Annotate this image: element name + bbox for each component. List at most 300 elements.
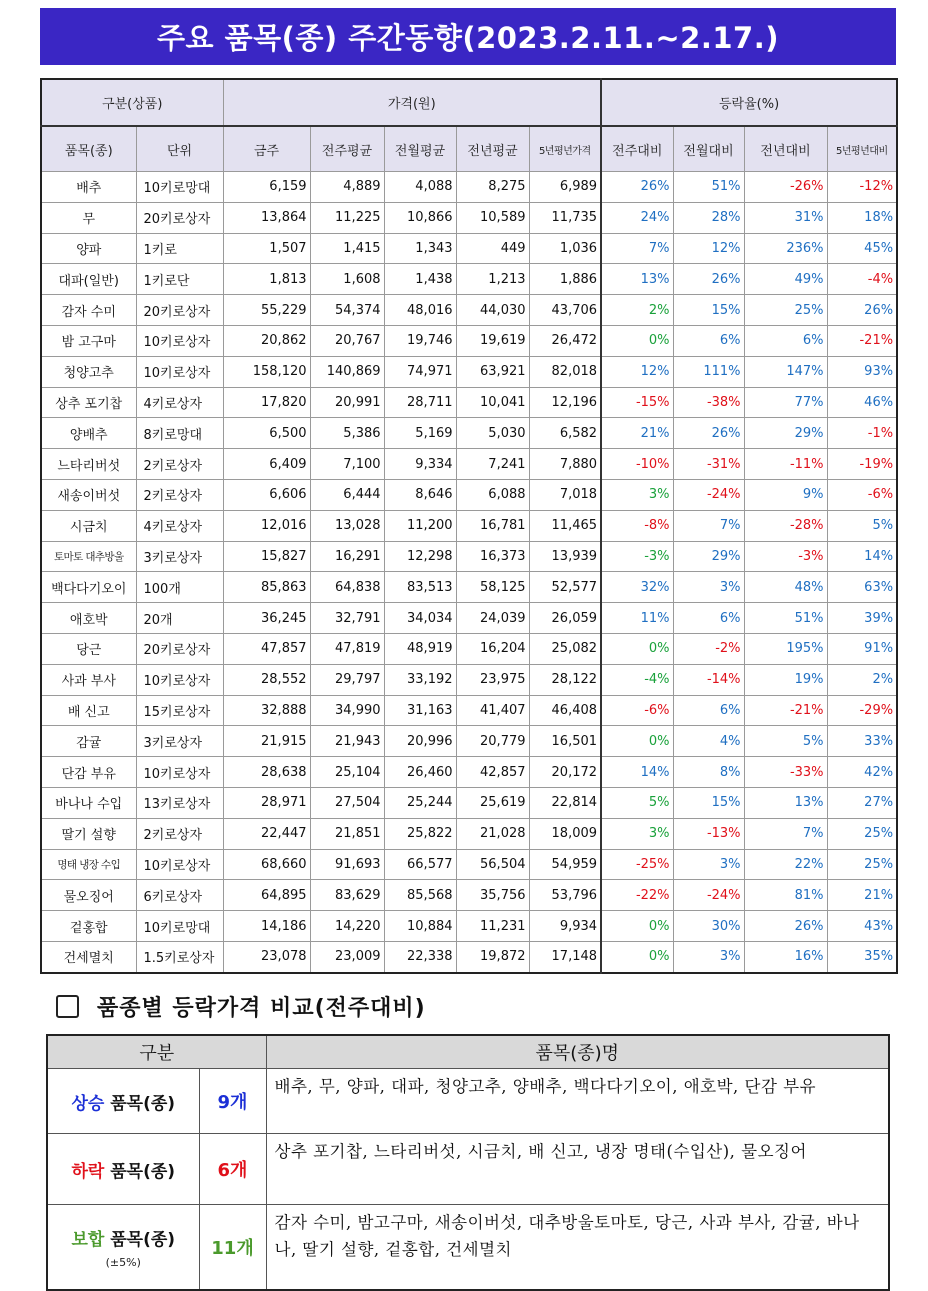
cell-py: 20,779 [456,726,529,757]
table-row [41,572,897,603]
cell-cw: 0% [601,726,673,757]
cell-py: 44,030 [456,295,529,326]
cell-c5: 14% [827,541,897,572]
cell-pw: 91,693 [310,849,384,880]
cell-py: 1,213 [456,264,529,295]
cell-cm: 15% [673,787,744,818]
table-row [41,787,897,818]
fall-items: 상추 포기찹, 느타리버섯, 시금치, 배 신고, 냉장 명태(수입산), 물오징어 [266,1134,889,1205]
cell-pw: 1,415 [310,233,384,264]
cell-cm: 28% [673,202,744,233]
cell-c5: 43% [827,911,897,942]
cell-p5: 6,582 [529,418,601,449]
cell-pm: 10,884 [384,911,456,942]
cell-pm: 5,169 [384,418,456,449]
cell-unit: 6키로상자 [136,880,223,911]
cell-unit: 10키로상자 [136,757,223,788]
cell-p5: 17,148 [529,941,601,972]
cell-py: 10,041 [456,387,529,418]
cell-c5: -1% [827,418,897,449]
cell-cm: -38% [673,387,744,418]
cell-name: 명태 냉장 수입 [41,849,136,880]
cell-pw: 21,943 [310,726,384,757]
cell-name: 토마토 대추방울 [41,541,136,572]
cell-unit: 20개 [136,603,223,634]
cell-name: 새송이버섯 [41,479,136,510]
cell-cm: -13% [673,818,744,849]
cell-pm: 33,192 [384,664,456,695]
cell-cy: 26% [744,911,827,942]
cell-name: 건세멸치 [41,941,136,972]
cell-pm: 66,577 [384,849,456,880]
cell-cm: 6% [673,695,744,726]
cell-pm: 1,438 [384,264,456,295]
cell-cw: -15% [601,387,673,418]
cell-pw: 16,291 [310,541,384,572]
cell-cw: 0% [601,325,673,356]
cell-c5: 27% [827,787,897,818]
cell-unit: 1키로 [136,233,223,264]
cell-unit: 10키로상자 [136,325,223,356]
cell-cur: 6,159 [223,172,310,203]
cell-unit: 1키로단 [136,264,223,295]
cell-p5: 20,172 [529,757,601,788]
cell-pw: 4,889 [310,172,384,203]
cell-cw: -25% [601,849,673,880]
cell-py: 21,028 [456,818,529,849]
cell-cur: 12,016 [223,510,310,541]
cell-cy: 22% [744,849,827,880]
cell-pw: 29,797 [310,664,384,695]
cell-unit: 4키로상자 [136,510,223,541]
table-row [41,325,897,356]
table-row [41,664,897,695]
cell-unit: 3키로상자 [136,726,223,757]
cell-p5: 9,934 [529,911,601,942]
checkbox-square-icon [56,995,79,1018]
cell-py: 63,921 [456,356,529,387]
cell-pm: 12,298 [384,541,456,572]
cell-name: 애호박 [41,603,136,634]
cell-name: 시금치 [41,510,136,541]
weekly-price-table [40,78,898,974]
cell-p5: 54,959 [529,849,601,880]
cell-cw: 3% [601,479,673,510]
cell-cm: 15% [673,295,744,326]
cell-cy: 9% [744,479,827,510]
cell-p5: 43,706 [529,295,601,326]
table-row [41,726,897,757]
cell-name: 물오징어 [41,880,136,911]
cell-name: 당근 [41,633,136,664]
cell-p5: 1,886 [529,264,601,295]
cell-cw: -3% [601,541,673,572]
cell-pw: 13,028 [310,510,384,541]
cell-unit: 10키로망대 [136,911,223,942]
cell-cm: -31% [673,449,744,480]
cell-cy: 81% [744,880,827,911]
cell-p5: 7,880 [529,449,601,480]
cell-c5: -19% [827,449,897,480]
cell-p5: 11,465 [529,510,601,541]
cell-cy: 49% [744,264,827,295]
cell-cw: 12% [601,356,673,387]
cmp-row-hold [47,1205,889,1291]
cell-c5: 33% [827,726,897,757]
cell-cur: 64,895 [223,880,310,911]
table-row [41,911,897,942]
cell-name: 백다다기오이 [41,572,136,603]
cell-cur: 32,888 [223,695,310,726]
cell-cy: 25% [744,295,827,326]
cell-cur: 85,863 [223,572,310,603]
cell-py: 16,373 [456,541,529,572]
cell-unit: 3키로상자 [136,541,223,572]
cell-cw: -10% [601,449,673,480]
cell-c5: 35% [827,941,897,972]
cell-cw: 14% [601,757,673,788]
column-header: 전년평균 [456,126,529,172]
cell-pw: 11,225 [310,202,384,233]
table-row [41,264,897,295]
cell-cur: 6,606 [223,479,310,510]
cell-cur: 28,638 [223,757,310,788]
column-header: 전월평균 [384,126,456,172]
table-row [41,510,897,541]
cell-pm: 1,343 [384,233,456,264]
cell-name: 배추 [41,172,136,203]
column-header: 금주 [223,126,310,172]
cell-p5: 12,196 [529,387,601,418]
cell-c5: 2% [827,664,897,695]
cell-cm: 4% [673,726,744,757]
cell-py: 10,589 [456,202,529,233]
cell-cw: 3% [601,818,673,849]
table-row [41,356,897,387]
cmp-header-category: 구분 [47,1035,266,1069]
rise-label: 상승 품목(종) [47,1069,199,1134]
cell-py: 16,204 [456,633,529,664]
cell-cur: 55,229 [223,295,310,326]
cell-cm: 26% [673,264,744,295]
group-header-category: 구분(상품) [41,79,223,126]
cell-cm: 30% [673,911,744,942]
cell-pm: 48,016 [384,295,456,326]
cell-unit: 20키로상자 [136,633,223,664]
cell-pm: 19,746 [384,325,456,356]
cell-cy: -21% [744,695,827,726]
table-row [41,449,897,480]
cell-unit: 10키로상자 [136,664,223,695]
comparison-table [46,1034,890,1291]
cell-cy: 7% [744,818,827,849]
cell-p5: 25,082 [529,633,601,664]
cell-cy: 29% [744,418,827,449]
cell-cm: 6% [673,603,744,634]
cell-cy: 6% [744,325,827,356]
cell-unit: 10키로망대 [136,172,223,203]
cell-cw: 0% [601,633,673,664]
cell-p5: 11,735 [529,202,601,233]
cell-p5: 13,939 [529,541,601,572]
cell-pm: 22,338 [384,941,456,972]
hold-note: (±5%) [105,1256,141,1269]
column-header: 전주평균 [310,126,384,172]
cell-c5: -6% [827,479,897,510]
table-row [41,880,897,911]
cell-p5: 26,472 [529,325,601,356]
cell-cm: 111% [673,356,744,387]
cell-pm: 85,568 [384,880,456,911]
cell-c5: 91% [827,633,897,664]
cell-py: 16,781 [456,510,529,541]
cell-cm: 7% [673,510,744,541]
cell-pm: 26,460 [384,757,456,788]
cell-py: 6,088 [456,479,529,510]
cell-unit: 2키로상자 [136,818,223,849]
cell-pm: 9,334 [384,449,456,480]
cell-cm: 3% [673,849,744,880]
cell-pm: 11,200 [384,510,456,541]
cell-py: 35,756 [456,880,529,911]
cell-p5: 53,796 [529,880,601,911]
cmp-header-items: 품목(종)명 [266,1035,889,1069]
cmp-row-fall [47,1134,889,1205]
cell-cy: 5% [744,726,827,757]
cell-py: 41,407 [456,695,529,726]
cell-c5: -12% [827,172,897,203]
table-row [41,695,897,726]
table-body [41,172,897,973]
cell-name: 사과 부사 [41,664,136,695]
cell-c5: 25% [827,849,897,880]
cell-p5: 26,059 [529,603,601,634]
cell-cm: 29% [673,541,744,572]
page-title: 주요 품목(종) 주간동향(2023.2.11.~2.17.) [157,21,779,55]
cell-pm: 20,996 [384,726,456,757]
cell-unit: 15키로상자 [136,695,223,726]
cell-cur: 1,813 [223,264,310,295]
cell-pm: 8,646 [384,479,456,510]
cell-cy: 236% [744,233,827,264]
cell-p5: 7,018 [529,479,601,510]
cell-py: 5,030 [456,418,529,449]
cell-p5: 16,501 [529,726,601,757]
cell-pm: 74,971 [384,356,456,387]
cell-cur: 158,120 [223,356,310,387]
table-row [41,757,897,788]
cell-pw: 7,100 [310,449,384,480]
cell-py: 24,039 [456,603,529,634]
table-row [41,849,897,880]
cell-pm: 28,711 [384,387,456,418]
cell-c5: 25% [827,818,897,849]
cell-cm: -24% [673,880,744,911]
table-row [41,295,897,326]
cell-cy: 31% [744,202,827,233]
cell-cw: 7% [601,233,673,264]
cell-unit: 4키로상자 [136,387,223,418]
cell-cy: -26% [744,172,827,203]
cell-unit: 10키로상자 [136,356,223,387]
cell-p5: 46,408 [529,695,601,726]
cell-unit: 2키로상자 [136,449,223,480]
column-header: 전년대비 [744,126,827,172]
cell-pw: 27,504 [310,787,384,818]
cell-pw: 20,991 [310,387,384,418]
cell-pw: 20,767 [310,325,384,356]
cell-cm: -24% [673,479,744,510]
cell-py: 23,975 [456,664,529,695]
cell-cur: 28,552 [223,664,310,695]
cell-p5: 1,036 [529,233,601,264]
cell-c5: -4% [827,264,897,295]
group-header-price: 가격(원) [223,79,601,126]
section-title-text: 품종별 등락가격 비교(전주대비) [97,995,426,1021]
cell-name: 느타리버섯 [41,449,136,480]
cell-name: 바나나 수입 [41,787,136,818]
rise-count: 9개 [199,1069,266,1134]
cell-name: 감자 수미 [41,295,136,326]
cell-cy: -33% [744,757,827,788]
column-header: 전주대비 [601,126,673,172]
hold-items: 감자 수미, 밤고구마, 새송이버섯, 대추방울토마토, 당근, 사과 부사, 감귤, 바나나, 딸기 설향, 겉홍합, 건세멸치 [266,1205,889,1291]
cell-name: 대파(일반) [41,264,136,295]
cell-pw: 34,990 [310,695,384,726]
cell-p5: 22,814 [529,787,601,818]
cell-py: 11,231 [456,911,529,942]
cell-pw: 23,009 [310,941,384,972]
cell-pw: 25,104 [310,757,384,788]
cell-cw: 21% [601,418,673,449]
cmp-row-rise [47,1069,889,1134]
cell-c5: 39% [827,603,897,634]
cell-cm: 26% [673,418,744,449]
cell-pm: 10,866 [384,202,456,233]
cell-pm: 83,513 [384,572,456,603]
cell-py: 56,504 [456,849,529,880]
cell-cw: -22% [601,880,673,911]
hold-label: 보합 품목(종) (±5%) [47,1205,199,1291]
cell-name: 감귤 [41,726,136,757]
cell-cy: 13% [744,787,827,818]
cell-name: 무 [41,202,136,233]
cell-cy: 19% [744,664,827,695]
cell-unit: 8키로망대 [136,418,223,449]
cell-cw: 2% [601,295,673,326]
cell-pm: 48,919 [384,633,456,664]
cell-unit: 10키로상자 [136,849,223,880]
cell-py: 25,619 [456,787,529,818]
cell-cw: 0% [601,911,673,942]
table-row [41,172,897,203]
cell-pm: 25,822 [384,818,456,849]
cell-unit: 2키로상자 [136,479,223,510]
cell-cur: 6,500 [223,418,310,449]
cell-cy: 16% [744,941,827,972]
cell-name: 딸기 설향 [41,818,136,849]
cell-pw: 54,374 [310,295,384,326]
cell-p5: 82,018 [529,356,601,387]
cell-cm: 51% [673,172,744,203]
cell-pw: 6,444 [310,479,384,510]
cell-cm: -2% [673,633,744,664]
cell-cur: 68,660 [223,849,310,880]
cell-pw: 47,819 [310,633,384,664]
cell-cw: -4% [601,664,673,695]
section-title [56,990,426,1022]
cell-pm: 25,244 [384,787,456,818]
cell-pm: 34,034 [384,603,456,634]
cell-c5: 46% [827,387,897,418]
cell-c5: -21% [827,325,897,356]
table-row [41,633,897,664]
cell-py: 19,619 [456,325,529,356]
cell-cw: 5% [601,787,673,818]
cell-py: 8,275 [456,172,529,203]
cell-pw: 83,629 [310,880,384,911]
cell-cw: -8% [601,510,673,541]
column-header: 품목(종) [41,126,136,172]
cell-cw: 26% [601,172,673,203]
cell-cur: 1,507 [223,233,310,264]
cell-c5: 42% [827,757,897,788]
cell-cy: -11% [744,449,827,480]
cell-cm: 6% [673,325,744,356]
table-row [41,479,897,510]
cell-pw: 64,838 [310,572,384,603]
cell-cur: 22,447 [223,818,310,849]
cell-py: 449 [456,233,529,264]
cell-cm: 3% [673,572,744,603]
cell-cw: -6% [601,695,673,726]
cell-c5: 26% [827,295,897,326]
table-row [41,233,897,264]
cell-name: 상추 포기찹 [41,387,136,418]
cell-name: 단감 부유 [41,757,136,788]
cell-cw: 11% [601,603,673,634]
column-header-row [41,126,897,172]
cell-cur: 15,827 [223,541,310,572]
column-header: 전월대비 [673,126,744,172]
cell-cw: 24% [601,202,673,233]
cell-c5: 21% [827,880,897,911]
cell-c5: 18% [827,202,897,233]
cell-cur: 13,864 [223,202,310,233]
cell-pw: 5,386 [310,418,384,449]
cell-cw: 0% [601,941,673,972]
fall-count: 6개 [199,1134,266,1205]
cell-cy: 51% [744,603,827,634]
cell-cw: 32% [601,572,673,603]
cell-pm: 4,088 [384,172,456,203]
cell-c5: 45% [827,233,897,264]
cell-p5: 18,009 [529,818,601,849]
cell-pw: 1,608 [310,264,384,295]
cell-pw: 32,791 [310,603,384,634]
cell-pw: 14,220 [310,911,384,942]
cell-cur: 20,862 [223,325,310,356]
cell-cy: 147% [744,356,827,387]
cell-cur: 6,409 [223,449,310,480]
cell-cur: 14,186 [223,911,310,942]
cell-p5: 6,989 [529,172,601,203]
fall-label: 하락 품목(종) [47,1134,199,1205]
table-row [41,202,897,233]
cell-name: 배 신고 [41,695,136,726]
cell-c5: 5% [827,510,897,541]
cell-cy: -28% [744,510,827,541]
